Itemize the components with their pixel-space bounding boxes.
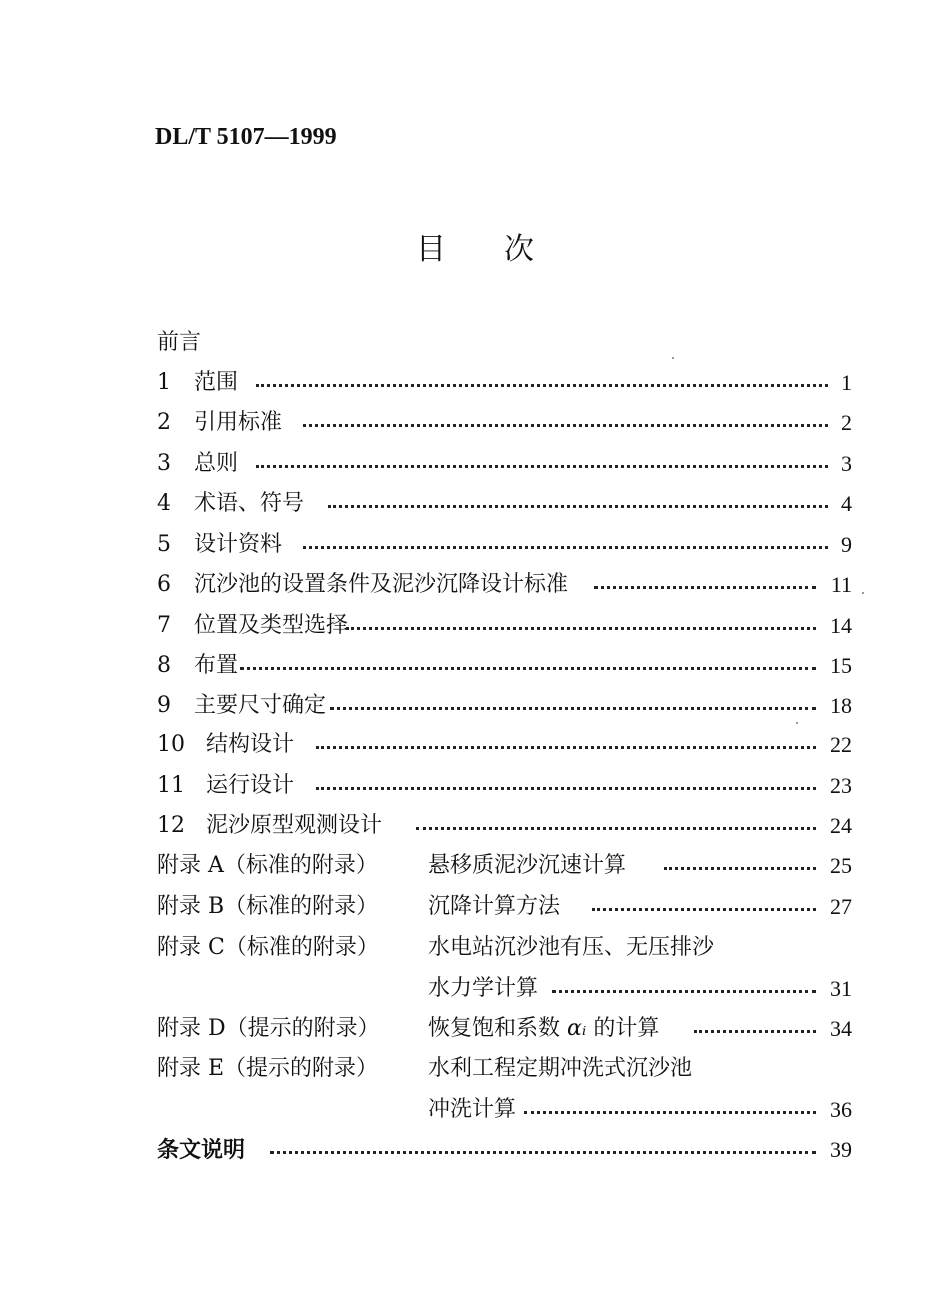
section-number: 10 <box>157 732 185 757</box>
section-number: 5 <box>157 532 171 557</box>
section-label: 引用标准 <box>194 410 283 435</box>
page-number: 4 <box>841 491 852 516</box>
appendix-label: 附录 D（提示的附录） <box>157 1016 380 1041</box>
page-number: 24 <box>830 813 852 838</box>
toc-appendix-c[interactable] <box>0 931 950 965</box>
appendix-title-line-1: 水电站沉沙池有压、无压排沙 <box>428 935 715 960</box>
toc-section-11[interactable] <box>0 769 950 803</box>
page-number: 3 <box>841 451 852 476</box>
section-number: 12 <box>157 813 185 838</box>
appendix-title-line-2: 水力学计算 <box>428 976 539 1001</box>
appendix-title-line-1: 水利工程定期冲洗式沉沙池 <box>428 1056 693 1081</box>
section-number: 11 <box>157 773 185 798</box>
scan-speck <box>862 592 864 594</box>
explanation-label: 条文说明 <box>157 1137 246 1163</box>
page-number: 34 <box>830 1016 852 1041</box>
alpha-symbol: αᵢ <box>567 1016 587 1041</box>
standard-code: DL/T 5107—1999 <box>155 124 337 150</box>
dot-leader <box>346 627 816 630</box>
page-number: 15 <box>830 653 852 678</box>
dot-leader <box>594 586 816 589</box>
page-number: 9 <box>841 532 852 557</box>
dot-leader <box>416 827 816 830</box>
appendix-title <box>428 1012 659 1046</box>
toc-appendix-b[interactable] <box>0 890 950 924</box>
appendix-title-line-2: 冲洗计算 <box>428 1097 517 1122</box>
toc-section-12[interactable] <box>0 809 950 843</box>
toc-appendix-a[interactable] <box>0 849 950 883</box>
dot-leader <box>256 384 828 387</box>
toc-appendix-e[interactable] <box>0 1052 950 1086</box>
section-number: 1 <box>157 370 171 395</box>
page-number: 27 <box>830 894 852 919</box>
page-number: 39 <box>830 1137 852 1162</box>
section-label: 运行设计 <box>206 773 295 798</box>
section-label: 主要尺寸确定 <box>194 693 327 718</box>
appendix-title-before: 恢复饱和系数 <box>428 1016 561 1041</box>
toc-appendix-d[interactable] <box>0 1012 950 1046</box>
section-label: 术语、符号 <box>194 491 305 516</box>
section-number: 3 <box>157 451 171 476</box>
toc-section-8[interactable] <box>0 649 950 683</box>
section-label: 沉沙池的设置条件及泥沙沉降设计标准 <box>194 572 569 597</box>
toc-section-9[interactable] <box>0 689 950 723</box>
section-number: 9 <box>157 693 171 718</box>
toc-appendix-e-continued[interactable] <box>0 1093 950 1127</box>
page-number: 25 <box>830 853 852 878</box>
dot-leader <box>330 707 816 710</box>
toc-foreword[interactable] <box>0 326 950 360</box>
dot-leader <box>256 465 828 468</box>
section-number: 4 <box>157 491 171 516</box>
dot-leader <box>694 1030 816 1033</box>
toc-section-6[interactable] <box>0 568 950 602</box>
page-number: 18 <box>830 693 852 718</box>
dot-leader <box>328 505 828 508</box>
section-label: 范围 <box>194 370 239 395</box>
appendix-label: 附录 C（标准的附录） <box>157 935 379 960</box>
dot-leader <box>592 908 816 911</box>
page-number: 14 <box>830 613 852 638</box>
section-number: 7 <box>157 613 171 638</box>
page-number: 22 <box>830 732 852 757</box>
toc-explanation[interactable] <box>0 1133 950 1167</box>
page-number: 31 <box>830 976 852 1001</box>
page-number: 11 <box>830 572 852 597</box>
toc-section-1[interactable] <box>0 366 950 400</box>
appendix-label: 附录 E（提示的附录） <box>157 1056 379 1081</box>
page-number: 23 <box>830 773 852 798</box>
dot-leader <box>664 867 816 870</box>
section-label: 布置 <box>194 653 239 678</box>
toc-section-3[interactable] <box>0 447 950 481</box>
appendix-label: 附录 A（标准的附录） <box>157 853 378 878</box>
page-number: 1 <box>841 370 852 395</box>
toc-appendix-c-continued[interactable] <box>0 972 950 1006</box>
dot-leader <box>240 667 816 670</box>
page-number: 2 <box>841 410 852 435</box>
section-label: 总则 <box>194 451 239 476</box>
dot-leader <box>552 990 816 993</box>
dot-leader <box>316 787 816 790</box>
toc-section-2[interactable] <box>0 406 950 440</box>
page-number: 36 <box>830 1097 852 1122</box>
toc-section-5[interactable] <box>0 528 950 562</box>
scan-speck <box>672 357 674 359</box>
section-label: 结构设计 <box>206 732 295 757</box>
section-label: 位置及类型选择 <box>194 613 349 638</box>
dot-leader <box>303 546 828 549</box>
section-number: 8 <box>157 653 171 678</box>
toc-section-7[interactable] <box>0 609 950 643</box>
foreword-label: 前言 <box>157 330 202 355</box>
section-number: 6 <box>157 572 171 597</box>
toc-section-10[interactable] <box>0 728 950 762</box>
dot-leader <box>270 1151 816 1154</box>
appendix-label: 附录 B（标准的附录） <box>157 894 379 919</box>
dot-leader <box>524 1111 816 1114</box>
appendix-title-after: 的计算 <box>593 1016 660 1041</box>
dot-leader <box>316 746 816 749</box>
section-number: 2 <box>157 410 171 435</box>
scan-speck <box>796 722 798 724</box>
toc-section-4[interactable] <box>0 487 950 521</box>
appendix-title: 沉降计算方法 <box>428 894 561 919</box>
page-title: 目次 <box>416 232 592 267</box>
section-label: 设计资料 <box>194 532 283 557</box>
section-label: 泥沙原型观测设计 <box>206 813 383 838</box>
appendix-title: 悬移质泥沙沉速计算 <box>428 853 627 878</box>
dot-leader <box>303 424 828 427</box>
